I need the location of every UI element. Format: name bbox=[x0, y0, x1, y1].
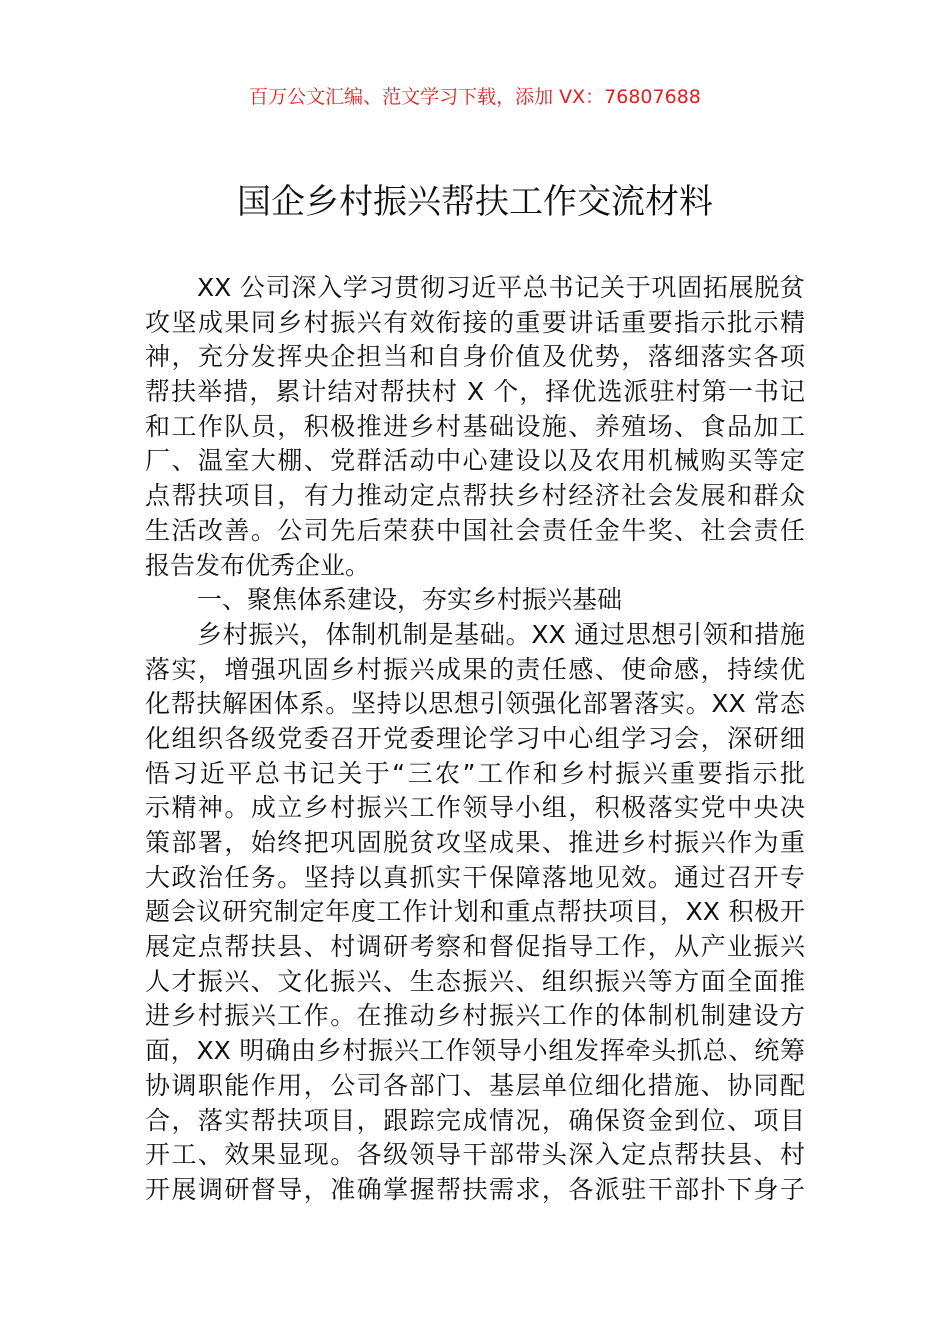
section-heading: 一、聚焦体系建设，夯实乡村振兴基础 bbox=[197, 585, 623, 615]
paragraph-line: 大政治任务。坚持以真抓实干保障落地见效。通过召开专 bbox=[145, 862, 805, 892]
paragraph-line: 帮扶举措，累计结对帮扶村 X 个，择优选派驻村第一书记 bbox=[145, 377, 805, 407]
paragraph-line: 合，落实帮扶项目，跟踪完成情况，确保资金到位、项目 bbox=[145, 1105, 805, 1135]
paragraph-line: 化帮扶解困体系。坚持以思想引领强化部署落实。XX 常态 bbox=[145, 689, 805, 719]
paragraph-line: 厂、温室大棚、党群活动中心建设以及农用机械购买等定 bbox=[145, 446, 805, 476]
paragraph-line: 协调职能作用，公司各部门、基层单位细化措施、协同配 bbox=[145, 1070, 805, 1100]
paragraph-line: 人才振兴、文化振兴、生态振兴、组织振兴等方面全面推 bbox=[145, 966, 805, 996]
paragraph-line: 生活改善。公司先后荣获中国社会责任金牛奖、社会责任 bbox=[145, 515, 805, 545]
paragraph-line: 面，XX 明确由乡村振兴工作领导小组发挥牵头抓总、统筹 bbox=[145, 1036, 805, 1066]
document-title: 国企乡村振兴帮扶工作交流材料 bbox=[237, 182, 713, 222]
paragraph-line: 乡村振兴，体制机制是基础。XX 通过思想引领和措施 bbox=[197, 619, 805, 649]
paragraph-line: 和工作队员，积极推进乡村基础设施、养殖场、食品加工 bbox=[145, 411, 805, 441]
paragraph-line: 攻坚成果同乡村振兴有效衔接的重要讲话重要指示批示精 bbox=[145, 307, 805, 337]
paragraph-line: 神，充分发挥央企担当和自身价值及优势，落细落实各项 bbox=[145, 342, 805, 372]
watermark-header: 百万公文汇编、范文学习下载，添加 VX：76807688 bbox=[249, 86, 701, 108]
paragraph-line: 落实，增强巩固乡村振兴成果的责任感、使命感，持续优 bbox=[145, 654, 805, 684]
paragraph-line: 策部署，始终把巩固脱贫攻坚成果、推进乡村振兴作为重 bbox=[145, 828, 805, 857]
paragraph-line: 点帮扶项目，有力推动定点帮扶乡村经济社会发展和群众 bbox=[145, 481, 805, 511]
paragraph-line: 进乡村振兴工作。在推动乡村振兴工作的体制机制建设方 bbox=[145, 1001, 805, 1031]
paragraph-line: 示精神。成立乡村振兴工作领导小组，积极落实党中央决 bbox=[145, 793, 805, 823]
document-body bbox=[145, 271, 805, 1208]
paragraph-line: 展定点帮扶县、村调研考察和督促指导工作，从产业振兴 bbox=[145, 932, 805, 962]
paragraph-line: 题会议研究制定年度工作计划和重点帮扶项目，XX 积极开 bbox=[145, 897, 805, 927]
paragraph-line: XX 公司深入学习贯彻习近平总书记关于巩固拓展脱贫 bbox=[197, 273, 805, 302]
paragraph-line: 开展调研督导，准确掌握帮扶需求，各派驻干部扑下身子 bbox=[145, 1174, 805, 1204]
paragraph-line: 化组织各级党委召开党委理论学习中心组学习会，深研细 bbox=[145, 723, 805, 753]
paragraph-line: 报告发布优秀企业。 bbox=[145, 550, 371, 580]
paragraph-line: 开工、效果显现。各级领导干部带头深入定点帮扶县、村 bbox=[145, 1140, 805, 1170]
paragraph-line: 悟习近平总书记关于“三农”工作和乡村振兴重要指示批 bbox=[145, 758, 805, 788]
